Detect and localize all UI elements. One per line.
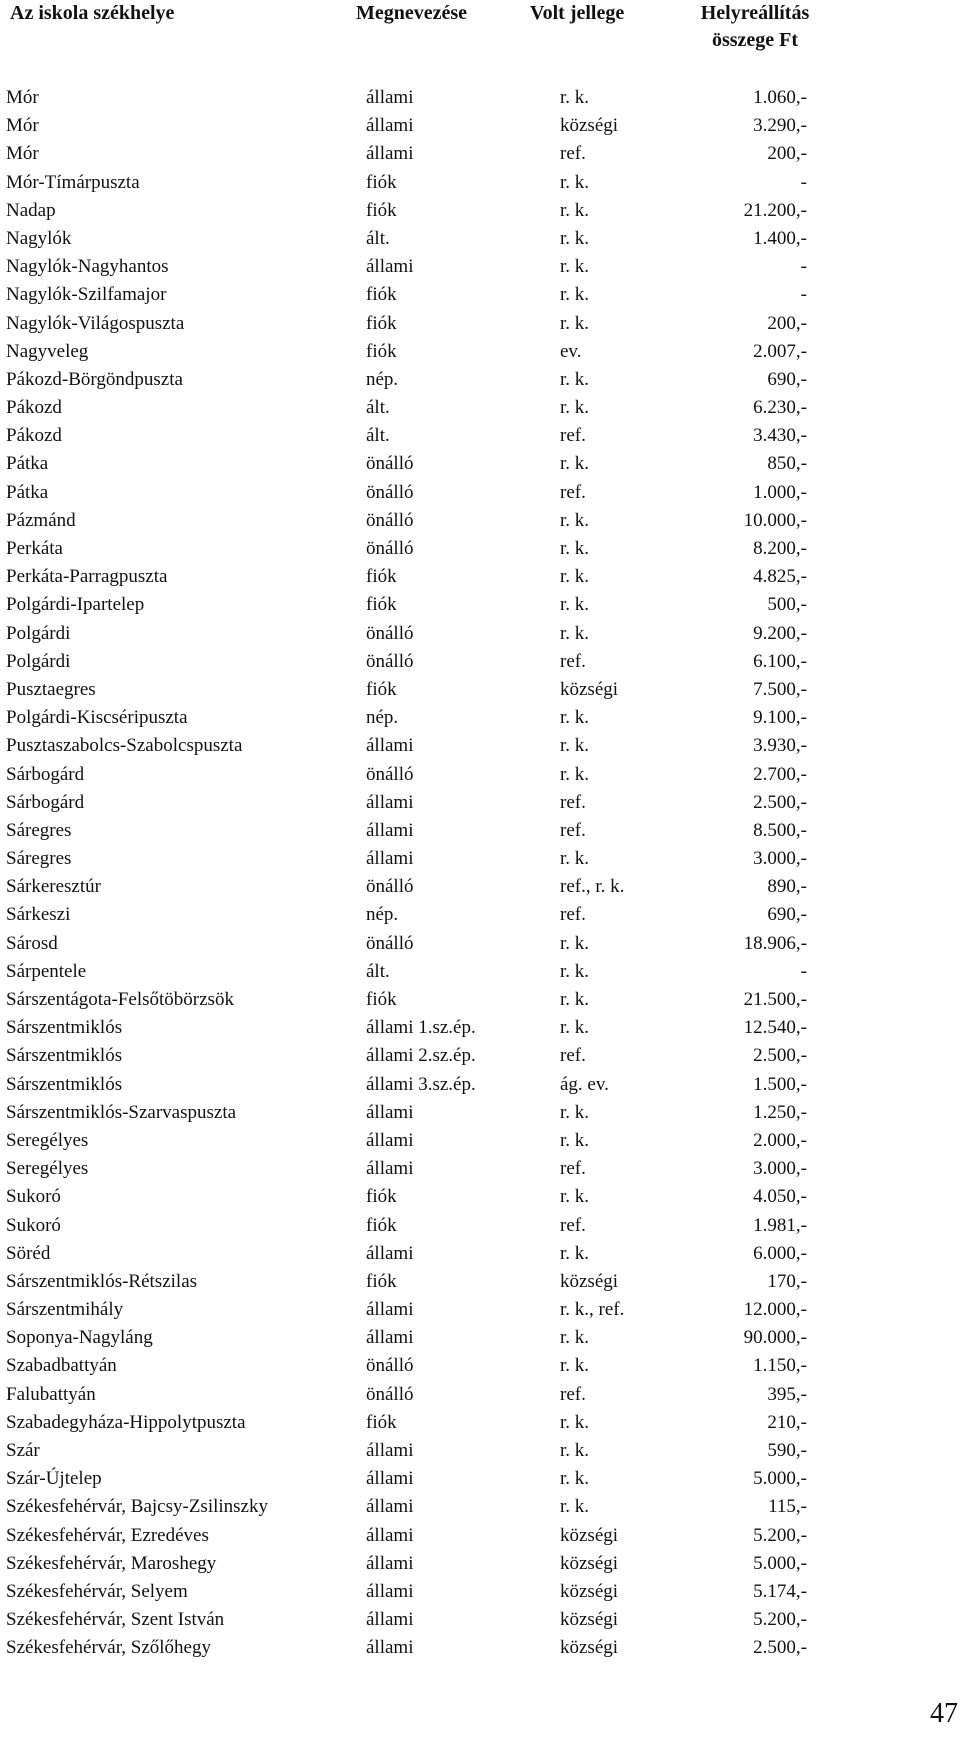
cell-type: ref. bbox=[560, 791, 586, 813]
cell-amount: 850,- bbox=[767, 453, 807, 475]
cell-amount: - bbox=[800, 284, 807, 306]
cell-name: állami bbox=[366, 1524, 414, 1546]
cell-amount: 8.200,- bbox=[753, 538, 807, 559]
cell-name: önálló bbox=[366, 538, 414, 559]
cell-amount: 1.400,- bbox=[753, 227, 807, 249]
cell-name: fiók bbox=[366, 989, 397, 1010]
cell-amount: 21.200,- bbox=[743, 199, 807, 221]
cell-type: községi bbox=[560, 115, 619, 137]
cell-school: Sáregres bbox=[6, 819, 72, 841]
table-row bbox=[0, 930, 960, 958]
table-row bbox=[0, 901, 960, 929]
cell-name: állami bbox=[366, 1158, 414, 1180]
cell-type: r. k. bbox=[560, 1327, 590, 1349]
table-row bbox=[0, 789, 960, 817]
cell-amount: 2.500,- bbox=[753, 1637, 807, 1659]
cell-name: állami bbox=[366, 1242, 414, 1264]
cell-type: ref. bbox=[560, 1045, 586, 1067]
cell-amount: 200,- bbox=[767, 143, 807, 165]
table-row bbox=[0, 1240, 960, 1268]
cell-school: Mór bbox=[6, 87, 39, 108]
header-name: Megnevezése bbox=[356, 2, 468, 24]
table-row bbox=[0, 1606, 960, 1634]
header-amount bbox=[690, 0, 820, 54]
table-row bbox=[0, 1381, 960, 1409]
cell-type: r. k. bbox=[560, 256, 590, 278]
cell-school: Sárszentmihály bbox=[6, 1299, 124, 1321]
cell-school: Mór-Tímárpuszta bbox=[6, 171, 140, 193]
cell-school: Sukoró bbox=[6, 1214, 61, 1236]
cell-type: ref. bbox=[560, 650, 586, 672]
cell-amount: 3.930,- bbox=[753, 735, 807, 757]
cell-type: r. k. bbox=[560, 848, 590, 870]
table-row bbox=[0, 1071, 960, 1099]
cell-type: r. k. bbox=[560, 763, 590, 785]
cell-school: Pusztaegres bbox=[6, 678, 96, 700]
cell-type: ref. bbox=[560, 1158, 586, 1180]
cell-type: r. k., ref. bbox=[560, 1299, 625, 1321]
cell-type: r. k. bbox=[560, 989, 590, 1010]
cell-amount: 9.100,- bbox=[753, 707, 807, 729]
cell-school: Pázmánd bbox=[6, 509, 76, 531]
cell-name: állami bbox=[366, 1609, 414, 1631]
cell-name: fiók bbox=[366, 594, 397, 616]
table-row bbox=[0, 1296, 960, 1324]
table-row bbox=[0, 253, 960, 281]
cell-name: állami bbox=[366, 87, 414, 108]
cell-school: Nagylók bbox=[6, 227, 72, 249]
cell-name: fiók bbox=[366, 678, 397, 700]
cell-name: állami bbox=[366, 848, 414, 870]
table-row bbox=[0, 169, 960, 197]
cell-name: önálló bbox=[366, 1355, 414, 1377]
cell-type: községi bbox=[560, 1270, 619, 1292]
cell-type: r. k. bbox=[560, 199, 590, 221]
table-row bbox=[0, 1437, 960, 1465]
cell-type: r. k. bbox=[560, 1129, 590, 1151]
cell-school: Sárszentmiklós bbox=[6, 1073, 123, 1095]
cell-name: állami bbox=[366, 256, 414, 278]
table-row bbox=[0, 1493, 960, 1521]
cell-amount: 1.981,- bbox=[753, 1214, 807, 1236]
cell-type: r. k. bbox=[560, 509, 590, 531]
cell-name: állami bbox=[366, 1552, 414, 1574]
cell-school: Pátka bbox=[6, 481, 49, 503]
cell-type: r. k. bbox=[560, 594, 590, 616]
cell-school: Sárszentágota-Felsőtöbörzsök bbox=[6, 989, 234, 1010]
cell-type: r. k. bbox=[560, 397, 590, 419]
cell-type: r. k. bbox=[560, 284, 590, 306]
cell-school: Sárszentmiklós-Rétszilas bbox=[6, 1270, 198, 1292]
cell-type: községi bbox=[560, 678, 619, 700]
cell-school: Székesfehérvár, Selyem bbox=[6, 1580, 188, 1602]
header-type: Volt jellege bbox=[530, 2, 625, 24]
table-row bbox=[0, 1578, 960, 1606]
cell-school: Sárosd bbox=[6, 932, 58, 954]
cell-type: községi bbox=[560, 1552, 619, 1574]
cell-school: Mór bbox=[6, 115, 39, 137]
cell-school: Sárbogárd bbox=[6, 791, 85, 813]
cell-type: ref., r. k. bbox=[560, 876, 625, 898]
cell-type: ref. bbox=[560, 425, 586, 447]
cell-school: Nadap bbox=[6, 199, 56, 221]
cell-type: községi bbox=[560, 1637, 619, 1659]
cell-amount: - bbox=[800, 171, 807, 193]
cell-name: ált. bbox=[366, 425, 390, 447]
cell-school: Székesfehérvár, Szőlőhegy bbox=[6, 1637, 211, 1659]
cell-school: Székesfehérvár, Maroshegy bbox=[6, 1552, 217, 1574]
table-row bbox=[0, 704, 960, 732]
table-row bbox=[0, 1409, 960, 1437]
cell-amount: 5.000,- bbox=[753, 1552, 807, 1574]
table-row bbox=[0, 197, 960, 225]
table-row bbox=[0, 225, 960, 253]
cell-type: r. k. bbox=[560, 87, 590, 108]
cell-school: Perkáta-Parragpuszta bbox=[6, 566, 168, 588]
cell-name: fiók bbox=[366, 1270, 397, 1292]
cell-name: fiók bbox=[366, 340, 397, 362]
cell-school: Perkáta bbox=[6, 538, 63, 559]
header-school: Az iskola székhelye bbox=[10, 2, 175, 24]
cell-type: községi bbox=[560, 1580, 619, 1602]
cell-name: önálló bbox=[366, 453, 414, 475]
cell-type: ref. bbox=[560, 143, 586, 165]
cell-name: fiók bbox=[366, 1411, 397, 1433]
cell-type: r. k. bbox=[560, 1017, 590, 1039]
table-row bbox=[0, 1183, 960, 1211]
cell-name: fiók bbox=[366, 1186, 397, 1208]
cell-name: önálló bbox=[366, 876, 414, 898]
cell-amount: - bbox=[800, 256, 807, 278]
table-row bbox=[0, 112, 960, 140]
cell-amount: 6.000,- bbox=[753, 1242, 807, 1264]
cell-name: fiók bbox=[366, 566, 397, 588]
cell-school: Sárkeszi bbox=[6, 904, 71, 926]
cell-amount: 5.000,- bbox=[753, 1468, 807, 1490]
cell-type: r. k. bbox=[560, 1468, 590, 1490]
cell-amount: 890,- bbox=[767, 876, 807, 898]
cell-type: r. k. bbox=[560, 566, 590, 588]
cell-amount: 3.000,- bbox=[753, 1158, 807, 1180]
cell-school: Söréd bbox=[6, 1242, 51, 1264]
cell-type: r. k. bbox=[560, 1496, 590, 1518]
table-row bbox=[0, 1465, 960, 1493]
table-row bbox=[0, 422, 960, 450]
cell-name: állami bbox=[366, 1496, 414, 1518]
cell-name: állami bbox=[366, 1580, 414, 1602]
cell-amount: 2.500,- bbox=[753, 791, 807, 813]
table-header bbox=[0, 0, 960, 60]
cell-amount: 4.050,- bbox=[753, 1186, 807, 1208]
cell-type: r. k. bbox=[560, 1411, 590, 1433]
table-row bbox=[0, 479, 960, 507]
table-row bbox=[0, 1212, 960, 1240]
cell-amount: 2.500,- bbox=[753, 1045, 807, 1067]
cell-school: Sárpentele bbox=[6, 960, 87, 982]
cell-amount: 690,- bbox=[767, 904, 807, 926]
cell-school: Sárszentmiklós bbox=[6, 1017, 123, 1039]
table-row bbox=[0, 310, 960, 338]
table-row bbox=[0, 1522, 960, 1550]
table-row bbox=[0, 1352, 960, 1380]
table-row bbox=[0, 845, 960, 873]
cell-school: Nagylók-Világospuszta bbox=[6, 312, 185, 334]
page-number: 47 bbox=[930, 1698, 958, 1729]
cell-name: önálló bbox=[366, 509, 414, 531]
table-row bbox=[0, 732, 960, 760]
table-row bbox=[0, 986, 960, 1014]
cell-school: Polgárdi bbox=[6, 650, 71, 672]
cell-amount: 5.174,- bbox=[753, 1580, 807, 1602]
table-row bbox=[0, 1634, 960, 1662]
table-row bbox=[0, 1127, 960, 1155]
cell-school: Szabadbattyán bbox=[6, 1355, 117, 1377]
cell-school: Seregélyes bbox=[6, 1129, 89, 1151]
cell-name: önálló bbox=[366, 481, 414, 503]
cell-name: állami bbox=[366, 1129, 414, 1151]
cell-amount: 395,- bbox=[767, 1383, 807, 1405]
cell-name: önálló bbox=[366, 650, 414, 672]
cell-name: állami bbox=[366, 1327, 414, 1349]
cell-amount: 6.230,- bbox=[753, 397, 807, 419]
cell-amount: 3.290,- bbox=[753, 115, 807, 137]
cell-school: Sárszentmiklós-Szarvaspuszta bbox=[6, 1101, 237, 1123]
cell-school: Nagylók-Szilfamajor bbox=[6, 284, 167, 306]
cell-name: fiók bbox=[366, 284, 397, 306]
cell-school: Székesfehérvár, Szent István bbox=[6, 1609, 225, 1631]
cell-name: nép. bbox=[366, 904, 399, 926]
cell-type: ref. bbox=[560, 1383, 586, 1405]
table-row bbox=[0, 648, 960, 676]
cell-name: állami bbox=[366, 1637, 414, 1659]
cell-name: önálló bbox=[366, 1383, 414, 1405]
cell-school: Nagylók-Nagyhantos bbox=[6, 256, 169, 278]
cell-school: Pákozd bbox=[6, 425, 62, 447]
cell-type: ref. bbox=[560, 904, 586, 926]
cell-amount: 5.200,- bbox=[753, 1524, 807, 1546]
cell-name: önálló bbox=[366, 622, 414, 644]
cell-amount: 5.200,- bbox=[753, 1609, 807, 1631]
cell-amount: 1.000,- bbox=[753, 481, 807, 503]
cell-name: állami 3.sz.ép. bbox=[366, 1073, 476, 1095]
cell-amount: - bbox=[800, 960, 807, 982]
table-row bbox=[0, 873, 960, 901]
table-row bbox=[0, 366, 960, 394]
cell-name: fiók bbox=[366, 312, 397, 334]
cell-type: r. k. bbox=[560, 227, 590, 249]
table-row bbox=[0, 817, 960, 845]
cell-name: állami bbox=[366, 143, 414, 165]
cell-name: fiók bbox=[366, 171, 397, 193]
cell-school: Seregélyes bbox=[6, 1158, 89, 1180]
cell-school: Szár-Újtelep bbox=[6, 1468, 102, 1490]
cell-amount: 9.200,- bbox=[753, 622, 807, 644]
cell-amount: 2.700,- bbox=[753, 763, 807, 785]
cell-amount: 6.100,- bbox=[753, 650, 807, 672]
cell-name: állami bbox=[366, 115, 414, 137]
cell-school: Szabadegyháza-Hippolytpuszta bbox=[6, 1411, 246, 1433]
table-row bbox=[0, 958, 960, 986]
cell-name: ált. bbox=[366, 960, 390, 982]
cell-school: Szár bbox=[6, 1440, 40, 1461]
table-row bbox=[0, 591, 960, 619]
cell-amount: 210,- bbox=[767, 1411, 807, 1433]
table-row bbox=[0, 676, 960, 704]
table-row bbox=[0, 450, 960, 478]
cell-name: fiók bbox=[366, 1214, 397, 1236]
table-row bbox=[0, 1099, 960, 1127]
cell-amount: 115,- bbox=[768, 1496, 807, 1518]
cell-amount: 690,- bbox=[767, 368, 807, 390]
cell-type: ref. bbox=[560, 819, 586, 841]
table-body bbox=[0, 84, 960, 1663]
cell-type: ev. bbox=[560, 340, 582, 362]
cell-type: r. k. bbox=[560, 960, 590, 982]
cell-school: Székesfehérvár, Bajcsy-Zsilinszky bbox=[6, 1496, 268, 1518]
cell-type: községi bbox=[560, 1609, 619, 1631]
cell-school: Nagyveleg bbox=[6, 340, 89, 362]
cell-school: Polgárdi bbox=[6, 622, 71, 644]
cell-school: Sárkeresztúr bbox=[6, 876, 101, 898]
cell-amount: 1.500,- bbox=[753, 1073, 807, 1095]
cell-amount: 90.000,- bbox=[743, 1327, 807, 1349]
table-row bbox=[0, 507, 960, 535]
table-row bbox=[0, 394, 960, 422]
cell-type: r. k. bbox=[560, 1242, 590, 1264]
cell-type: r. k. bbox=[560, 735, 590, 757]
cell-amount: 170,- bbox=[767, 1270, 807, 1292]
cell-name: állami bbox=[366, 735, 414, 757]
cell-amount: 8.500,- bbox=[753, 819, 807, 841]
cell-school: Pákozd bbox=[6, 397, 62, 419]
cell-amount: 18.906,- bbox=[743, 932, 807, 954]
table-row bbox=[0, 620, 960, 648]
cell-type: r. k. bbox=[560, 1440, 590, 1461]
cell-amount: 4.825,- bbox=[753, 566, 807, 588]
cell-type: községi bbox=[560, 1524, 619, 1546]
cell-name: állami bbox=[366, 1299, 414, 1321]
cell-name: nép. bbox=[366, 368, 399, 390]
cell-school: Polgárdi-Ipartelep bbox=[6, 594, 145, 616]
cell-school: Sárbogárd bbox=[6, 763, 85, 785]
cell-name: önálló bbox=[366, 763, 414, 785]
table-row bbox=[0, 84, 960, 112]
cell-school: Pátka bbox=[6, 453, 49, 475]
cell-school: Pákozd-Börgöndpuszta bbox=[6, 368, 183, 390]
cell-school: Falubattyán bbox=[6, 1383, 96, 1405]
cell-type: r. k. bbox=[560, 312, 590, 334]
table-row bbox=[0, 338, 960, 366]
cell-name: állami bbox=[366, 791, 414, 813]
cell-school: Sárszentmiklós bbox=[6, 1045, 123, 1067]
cell-type: ref. bbox=[560, 481, 586, 503]
cell-school: Polgárdi-Kiscséripuszta bbox=[6, 707, 188, 729]
cell-school: Székesfehérvár, Ezredéves bbox=[6, 1524, 209, 1546]
table-row bbox=[0, 140, 960, 168]
table-row bbox=[0, 1268, 960, 1296]
cell-type: r. k. bbox=[560, 622, 590, 644]
cell-school: Pusztaszabolcs-Szabolcspuszta bbox=[6, 735, 243, 757]
table-row bbox=[0, 281, 960, 309]
table-row bbox=[0, 761, 960, 789]
cell-type: r. k. bbox=[560, 932, 590, 954]
cell-name: állami bbox=[366, 1468, 414, 1490]
cell-amount: 3.000,- bbox=[753, 848, 807, 870]
header-amount-line2: összege Ft bbox=[711, 29, 799, 51]
cell-name: állami bbox=[366, 1101, 414, 1123]
cell-type: r. k. bbox=[560, 707, 590, 729]
cell-type: ref. bbox=[560, 1214, 586, 1236]
table-row bbox=[0, 1324, 960, 1352]
cell-amount: 500,- bbox=[767, 594, 807, 616]
cell-amount: 12.000,- bbox=[743, 1299, 807, 1321]
cell-amount: 590,- bbox=[767, 1440, 807, 1461]
cell-type: r. k. bbox=[560, 1355, 590, 1377]
cell-school: Sukoró bbox=[6, 1186, 61, 1208]
table-row bbox=[0, 1550, 960, 1578]
cell-amount: 10.000,- bbox=[743, 509, 807, 531]
cell-name: önálló bbox=[366, 932, 414, 954]
cell-name: ált. bbox=[366, 227, 390, 249]
cell-amount: 200,- bbox=[767, 312, 807, 334]
table-row bbox=[0, 1155, 960, 1183]
cell-amount: 1.150,- bbox=[753, 1355, 807, 1377]
table-row bbox=[0, 1042, 960, 1070]
cell-amount: 3.430,- bbox=[753, 425, 807, 447]
cell-type: r. k. bbox=[560, 1101, 590, 1123]
cell-type: r. k. bbox=[560, 171, 590, 193]
cell-name: fiók bbox=[366, 199, 397, 221]
cell-school: Soponya-Nagyláng bbox=[6, 1327, 153, 1349]
table-row bbox=[0, 563, 960, 591]
cell-amount: 12.540,- bbox=[743, 1017, 807, 1039]
cell-type: ág. ev. bbox=[560, 1073, 609, 1095]
cell-name: állami bbox=[366, 1440, 414, 1461]
cell-school: Sáregres bbox=[6, 848, 72, 870]
cell-name: állami bbox=[366, 819, 414, 841]
cell-school: Mór bbox=[6, 143, 39, 165]
cell-name: nép. bbox=[366, 707, 399, 729]
cell-name: ált. bbox=[366, 397, 390, 419]
cell-type: r. k. bbox=[560, 453, 590, 475]
cell-name: állami 1.sz.ép. bbox=[366, 1017, 476, 1039]
table-row bbox=[0, 1014, 960, 1042]
cell-name: állami 2.sz.ép. bbox=[366, 1045, 476, 1067]
cell-amount: 2.000,- bbox=[753, 1129, 807, 1151]
cell-amount: 21.500,- bbox=[743, 989, 807, 1010]
cell-amount: 1.060,- bbox=[753, 87, 807, 108]
cell-type: r. k. bbox=[560, 1186, 590, 1208]
cell-type: r. k. bbox=[560, 368, 590, 390]
cell-amount: 2.007,- bbox=[753, 340, 807, 362]
cell-amount: 7.500,- bbox=[753, 678, 807, 700]
cell-amount: 1.250,- bbox=[753, 1101, 807, 1123]
table-row bbox=[0, 535, 960, 563]
cell-type: r. k. bbox=[560, 538, 590, 559]
header-amount-line1: Helyreállítás bbox=[700, 2, 810, 24]
